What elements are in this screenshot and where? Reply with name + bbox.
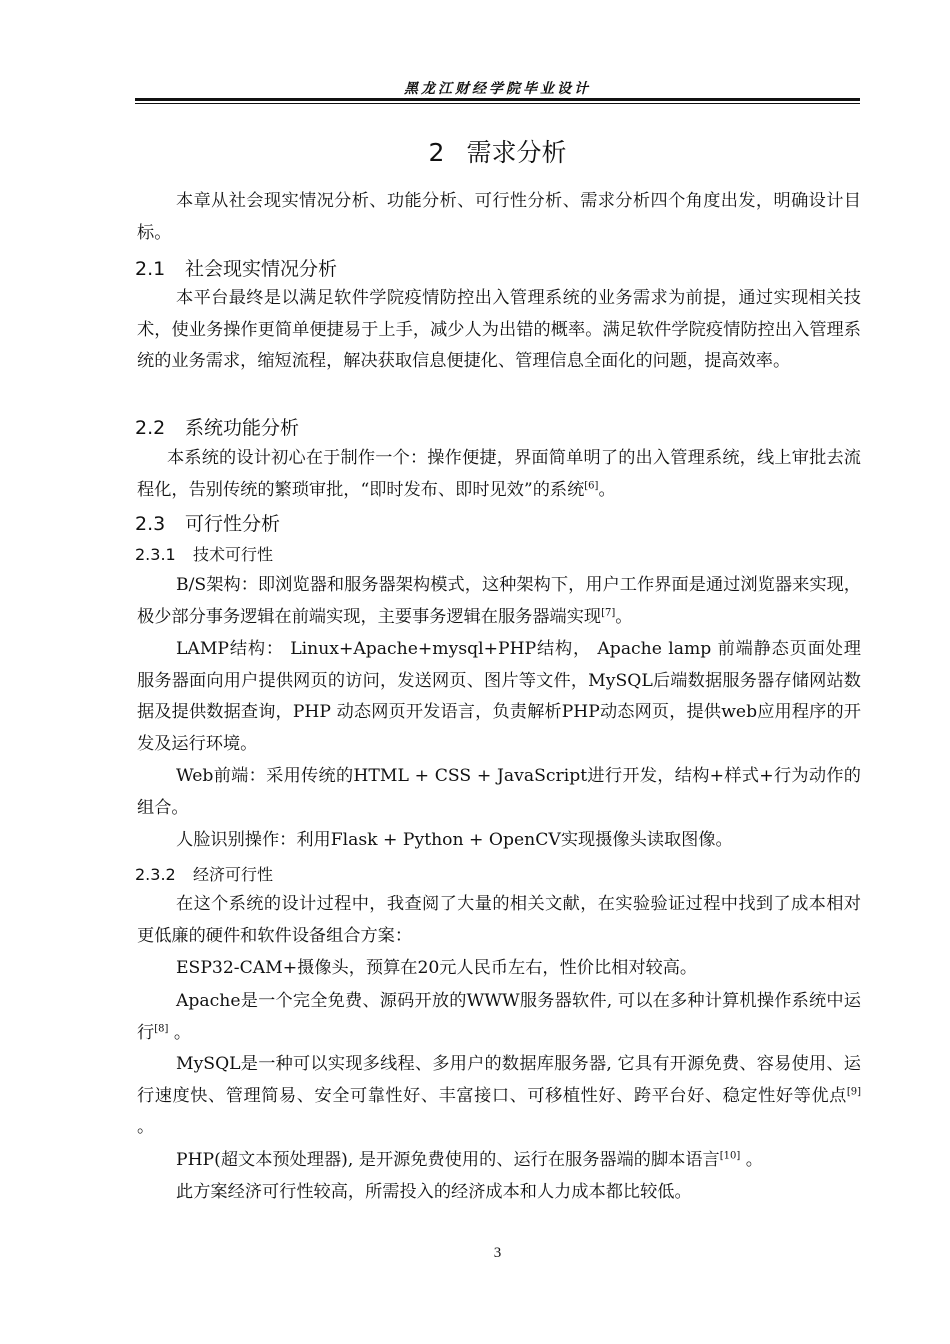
- face-recognition-paragraph: 人脸识别操作：利用Flask + Python + OpenCV实现摄像头读取图像。: [176, 830, 733, 850]
- section-2-3-1-heading: [135, 542, 273, 565]
- section-2-1-body: 本平台最终是以满足软件学院疫情防控出入管理系统的业务需求为前提，通过实现相关技术，使业务操作更简单便捷易于上手，减少人为出错的概率。满足软件学院疫情防控出入管理系统的业务需求，缩短流程，解决获取信息便捷化、管理信息全面化的问题，提高效率。: [137, 288, 861, 371]
- paragraph-tail: 。: [137, 1117, 155, 1137]
- header-rule-thick: [135, 98, 860, 101]
- web-frontend-paragraph: Web前端：采用传统的HTML + CSS + JavaScript进行开发，结构+样式+行为动作的组合。: [137, 766, 861, 818]
- paragraph-text: PHP(超文本预处理器), 是开源免费使用的、运行在服务器端的脚本语言: [176, 1150, 720, 1170]
- paragraph-text: 本系统的设计初心在于制作一个：操作便捷，界面简单明了的出入管理系统，线上审批去流程化，告别传统的繁琐审批，“即时发布、即时见效”的系统: [137, 448, 861, 500]
- section-number: 2.3.1: [135, 545, 176, 564]
- citation: [9]: [846, 1085, 861, 1097]
- chapter-title: [135, 133, 860, 169]
- section-title: 可行性分析: [185, 513, 281, 535]
- section-number: 2.3: [135, 513, 166, 535]
- section-2-2-heading: [135, 413, 299, 440]
- section-2-3-heading: [135, 509, 280, 536]
- lamp-paragraph: LAMP结构： Linux+Apache+mysql+PHP结构， Apache lamp 前端静态页面处理服务器面向用户提供网页的访问，发送网页、图片等文件，MySQL后端数据服务器存储网站数据及提供数据查询，PHP 动态网页开发语言，负责解析PHP动态网页，提供web应用程序的开发及运行环境。: [137, 639, 861, 754]
- apache-paragraph: [137, 986, 861, 1049]
- section-2-3-2-heading: [135, 862, 273, 885]
- running-header: 黑龙江财经学院毕业设计: [404, 81, 591, 97]
- paragraph-tail: 。: [168, 1022, 192, 1043]
- esp32-paragraph: ESP32-CAM+摄像头，预算在20元人民币左右，性价比相对较高。: [176, 958, 698, 978]
- section-number: 2.1: [135, 258, 166, 280]
- section-number: 2.3.2: [135, 865, 176, 884]
- chapter-title-text: 需求分析: [466, 138, 567, 167]
- paragraph-tail: 。: [615, 606, 633, 627]
- section-2-1-heading: [135, 254, 337, 281]
- paragraph-text: MySQL是一种可以实现多线程、多用户的数据库服务器, 它具有开源免费、容易使用、运行速度快、管理简易、安全可靠性好、丰富接口、可移植性好、跨平台好、稳定性好等优点: [137, 1054, 861, 1106]
- section-title: 社会现实情况分析: [185, 258, 338, 280]
- page-number: 3: [493, 1245, 502, 1261]
- citation: [8]: [154, 1022, 169, 1034]
- paragraph-tail: 。: [740, 1150, 763, 1170]
- intro-paragraph: 本章从社会现实情况分析、功能分析、可行性分析、需求分析四个角度出发，明确设计目标。: [137, 191, 861, 243]
- citation: [10]: [719, 1150, 741, 1162]
- bs-architecture-paragraph: [137, 570, 861, 633]
- section-title: 经济可行性: [193, 865, 274, 884]
- citation: [6]: [584, 479, 599, 491]
- paragraph-text: Apache是一个完全免费、源码开放的WWW服务器软件, 可以在多种计算机操作系统中运行: [137, 991, 861, 1043]
- paragraph-tail: 。: [598, 479, 616, 500]
- header-rule-thin: [135, 103, 860, 104]
- paragraph-text: B/S架构：即浏览器和服务器架构模式，这种架构下，用户工作界面是通过浏览器来实现，极少部分事务逻辑在前端实现，主要事务逻辑在服务器端实现: [137, 575, 861, 627]
- economic-intro-paragraph: 在这个系统的设计过程中，我查阅了大量的相关文献，在实验验证过程中找到了成本相对更低廉的硬件和软件设备组合方案：: [137, 894, 861, 946]
- section-title: 系统功能分析: [185, 417, 300, 439]
- chapter-number: 2: [428, 138, 445, 167]
- section-number: 2.2: [135, 417, 166, 439]
- section-2-2-body: [137, 443, 861, 506]
- php-paragraph: [137, 1145, 861, 1177]
- conclusion-paragraph: 此方案经济可行性较高，所需投入的经济成本和人力成本都比较低。: [176, 1182, 692, 1202]
- citation: [7]: [601, 606, 616, 618]
- mysql-paragraph: [137, 1049, 861, 1144]
- section-title: 技术可行性: [193, 545, 274, 564]
